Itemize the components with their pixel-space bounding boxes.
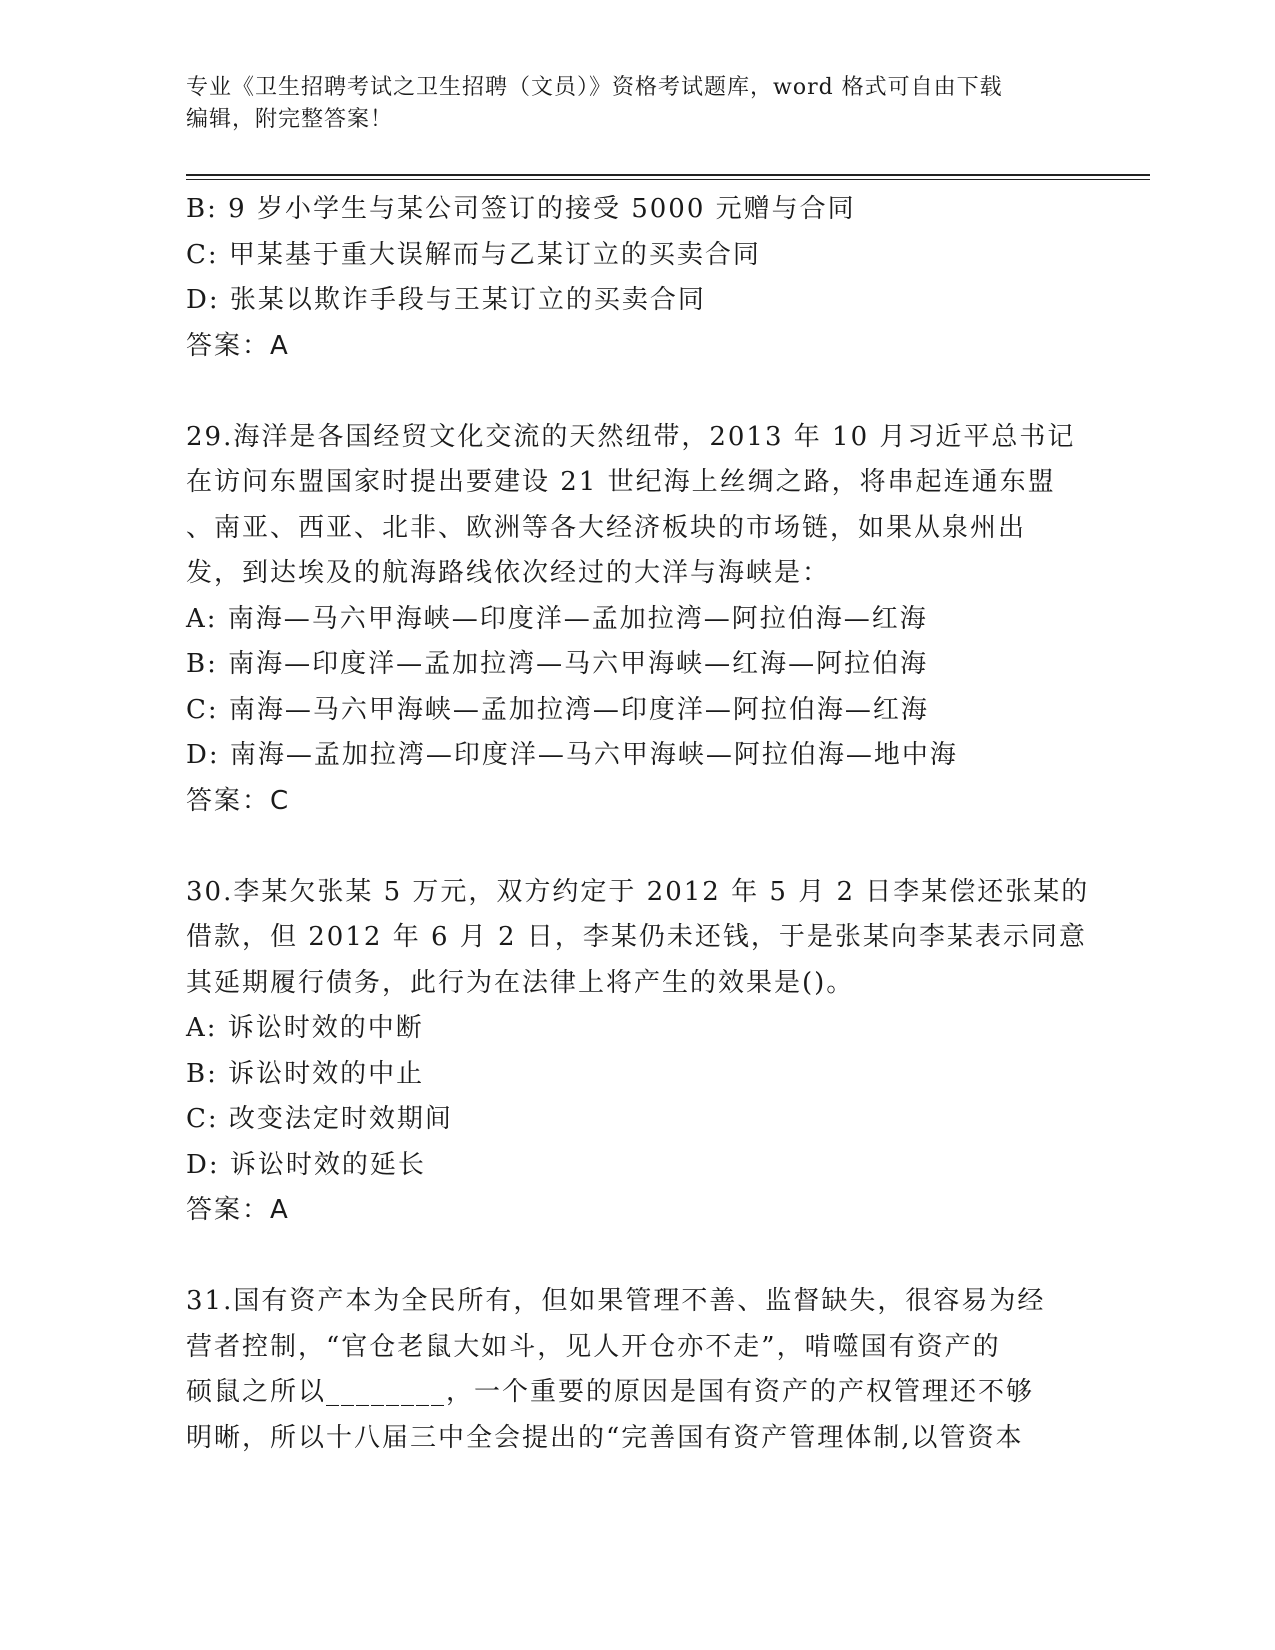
header-line-2: 编辑，附完整答案！ [186, 107, 394, 132]
question-29 [186, 415, 1086, 825]
stem-line: 在访问东盟国家时提出要建设 21 世纪海上丝绸之路，将串起连通东盟 [186, 467, 1056, 497]
option-b: B: 诉讼时效的中止 [186, 1058, 425, 1089]
header-divider-thin [186, 179, 1150, 180]
question-stem [186, 415, 1086, 597]
option-c: C: 改变法定时效期间 [186, 1104, 453, 1134]
option-d: D: 诉讼时效的延长 [186, 1149, 426, 1180]
option-c: C: 南海—马六甲海峡—孟加拉湾—印度洋—阿拉伯海—红海 [186, 694, 929, 725]
spacer [186, 824, 1086, 870]
question-stem [186, 870, 1090, 1007]
stem-line: 营者控制，“官仓老鼠大如斗，见人开仓亦不走”，啃噬国有资产的 [186, 1331, 1001, 1362]
spacer [186, 369, 1086, 415]
question-stem [186, 1279, 1086, 1461]
stem-line: 29.海洋是各国经贸文化交流的天然纽带，2013 年 10 月习近平总书记 [186, 421, 1076, 452]
option-b: B: 南海—印度洋—孟加拉湾—马六甲海峡—红海—阿拉伯海 [186, 649, 929, 679]
stem-line: 明晰，所以十八届三中全会提出的“完善国有资产管理体制,以管资本 [186, 1422, 1024, 1453]
document-body [186, 187, 1090, 1461]
option-d: D: 张某以欺诈手段与王某订立的买卖合同 [186, 285, 706, 315]
stem-line: 借款，但 2012 年 6 月 2 日，李某仍未还钱，于是张某向李某表示同意 [186, 922, 1087, 952]
stem-line: 其延期履行债务，此行为在法律上将产生的效果是()。 [186, 967, 855, 998]
header-line-1: 专业《卫生招聘考试之卫生招聘（文员）》资格考试题库，word 格式可自由下载 [186, 75, 1003, 100]
answer: 答案：A [186, 330, 290, 361]
answer: 答案：A [186, 1195, 290, 1225]
answer: 答案：C [186, 785, 291, 816]
stem-line: 30.李某欠张某 5 万元，双方约定于 2012 年 5 月 2 日李某偿还张某的 [186, 876, 1090, 907]
header-divider [186, 174, 1150, 176]
stem-line: 31.国有资产本为全民所有，但如果管理不善、监督缺失，很容易为经 [186, 1286, 1046, 1316]
question-28 [186, 187, 1086, 369]
option-a: A: 南海—马六甲海峡—印度洋—孟加拉湾—阿拉伯海—红海 [186, 603, 928, 634]
option-d: D: 南海—孟加拉湾—印度洋—马六甲海峡—阿拉伯海—地中海 [186, 740, 958, 770]
stem-line: 硕鼠之所以________，一个重要的原因是国有资产的产权管理还不够 [186, 1377, 1035, 1407]
question-30 [186, 870, 1090, 1234]
option-c: C: 甲某基于重大误解而与乙某订立的买卖合同 [186, 239, 761, 270]
spacer [186, 1234, 1086, 1280]
option-b: B: 9 岁小学生与某公司签订的接受 5000 元赠与合同 [186, 194, 856, 224]
document-header [186, 72, 1066, 136]
stem-line: 、南亚、西亚、北非、欧洲等各大经济板块的市场链，如果从泉州出 [186, 512, 1027, 543]
option-a: A: 诉讼时效的中断 [186, 1013, 424, 1043]
question-31 [186, 1279, 1086, 1461]
stem-line: 发，到达埃及的航海路线依次经过的大洋与海峡是： [186, 558, 831, 588]
